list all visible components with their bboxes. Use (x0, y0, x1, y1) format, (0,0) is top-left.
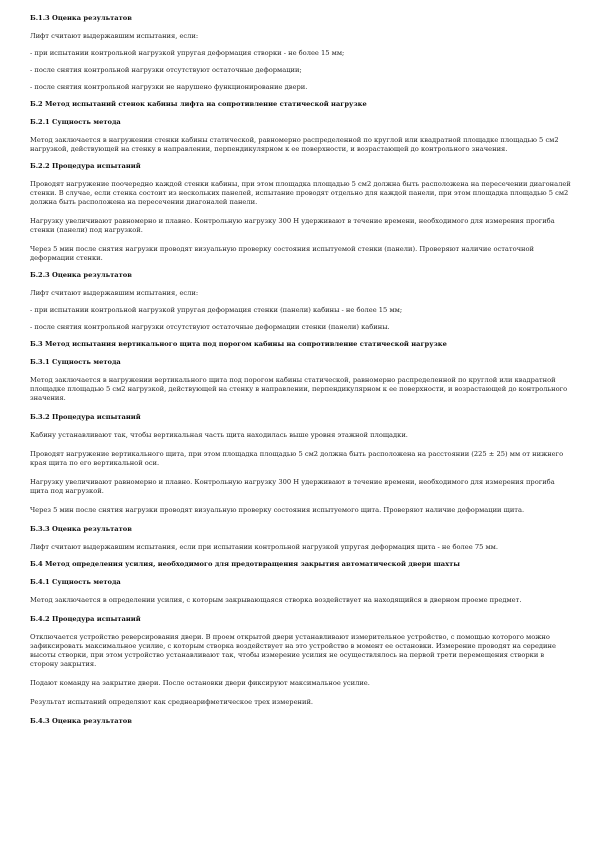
section-heading: Б.2.2 Процедура испытаний (30, 162, 141, 170)
paragraph: Лифт считают выдержавшим испытания, если: (30, 32, 199, 40)
section-heading: Б.3.2 Процедура испытаний (30, 413, 141, 421)
section-heading: Б.3.3 Оценка результатов (30, 525, 132, 533)
list-item: - после снятия контрольной нагрузки отсутствуют остаточные деформации; (30, 66, 302, 74)
paragraph: Через 5 мин после снятия нагрузки проводят визуальную проверку состояния испытуемого щита. Проверяют наличие деформации щита. (30, 506, 525, 514)
section-heading: Б.3.1 Сущность метода (30, 358, 121, 366)
paragraph: Через 5 мин после снятия нагрузки проводят визуальную проверку состояния испытуемой стенки (панели). Проверяют наличие остаточной деформации стенки. (30, 245, 534, 262)
list-item: - при испытании контрольной нагрузкой упругая деформация стенки (панели) кабины - не более 15 мм; (30, 306, 403, 314)
section-heading: Б.4.2 Процедура испытаний (30, 615, 141, 623)
section-heading: Б.4.1 Сущность метода (30, 578, 121, 586)
section-heading: Б.1.3 Оценка результатов (30, 14, 132, 22)
paragraph: Метод заключается в нагружении стенки кабины статической, равномерно распределенной по круглой или квадратной площадке площадью 5 см2 нагрузкой, действующей на стенку в направлении, перпендикулярном к ее поверхности, и возрастающей до контрольного значения. (30, 136, 559, 153)
paragraph: Отключается устройство реверсирования двери. В проем открытой двери устанавливают измерительное устройство, с помощью которого можно зафиксировать максимальное усилие, с которым створка воздействует на это устройство в момент ее остановки. Измерение проводят на середине высоты створки, при этом устройство устанавливают так, чтобы измерение усилия не осуществлялось на первой трети перемещения створки в сторону закрытия. (30, 633, 556, 668)
list-item: - после снятия контрольной нагрузки не нарушено функционирование двери. (30, 83, 308, 91)
section-heading: Б.2 Метод испытаний стенок кабины лифта на сопротивление статической нагрузке (30, 100, 367, 108)
paragraph: Кабину устанавливают так, чтобы вертикальная часть щита находилась выше уровня этажной площадки. (30, 431, 408, 439)
paragraph: Лифт считают выдержавшим испытания, если при испытании контрольной нагрузкой упругая деформация щита - не более 75 мм. (30, 543, 498, 551)
paragraph: Результат испытаний определяют как среднеарифметическое трех измерений. (30, 698, 314, 706)
paragraph: Подают команду на закрытие двери. После остановки двери фиксируют максимальное усилие. (30, 679, 370, 687)
paragraph: Проводят нагружение поочередно каждой стенки кабины, при этом площадка площадью 5 см2 должна быть расположена на пересечении диагоналей стенки. В случае, если стенка состоит из нескольких панелей, испытание проводят отдельно для каждой панели, при этом площадка площадью 5 см2 должна быть расположена на пересечении диагоналей панели. (30, 180, 571, 206)
section-heading: Б.4.3 Оценка результатов (30, 717, 132, 725)
paragraph: Метод заключается в определении усилия, с которым закрывающаяся створка воздействует на находящийся в дверном проеме предмет. (30, 596, 522, 604)
paragraph: Метод заключается в нагружении вертикального щита под порогом кабины статической, равномерно распределенной по круглой или квадратной площадке площадью 5 см2 нагрузкой, действующей на стенку в направлении, перпендикулярном к ее поверхности, и возрастающей до контрольного значения. (30, 376, 568, 402)
section-heading: Б.2.1 Сущность метода (30, 118, 121, 126)
section-heading: Б.2.3 Оценка результатов (30, 271, 132, 279)
section-heading: Б.4 Метод определения усилия, необходимого для предотвращения закрытия автоматической двери шахты (30, 560, 460, 568)
paragraph: Проводят нагружение вертикального щита, при этом площадка площадью 5 см2 должна быть расположена на расстоянии (225 ± 25) мм от нижнего края щита по его вертикальной оси. (30, 450, 564, 467)
paragraph: Лифт считают выдержавшим испытания, если: (30, 289, 199, 297)
paragraph: Нагрузку увеличивают равномерно и плавно. Контрольную нагрузку 300 Н удерживают в течение времени, необходимого для измерения прогиба щита под нагрузкой. (30, 478, 555, 495)
list-item: - при испытании контрольной нагрузкой упругая деформация створки - не более 15 мм; (30, 49, 345, 57)
paragraph: Нагрузку увеличивают равномерно и плавно. Контрольную нагрузку 300 Н удерживают в течение времени, необходимого для измерения прогиба стенки (панели) под нагрузкой. (30, 217, 555, 234)
section-heading: Б.3 Метод испытания вертикального щита под порогом кабины на сопротивление статической нагрузке (30, 340, 447, 348)
list-item: - после снятия контрольной нагрузки отсутствуют остаточные деформации стенки (панели) кабины. (30, 323, 390, 331)
